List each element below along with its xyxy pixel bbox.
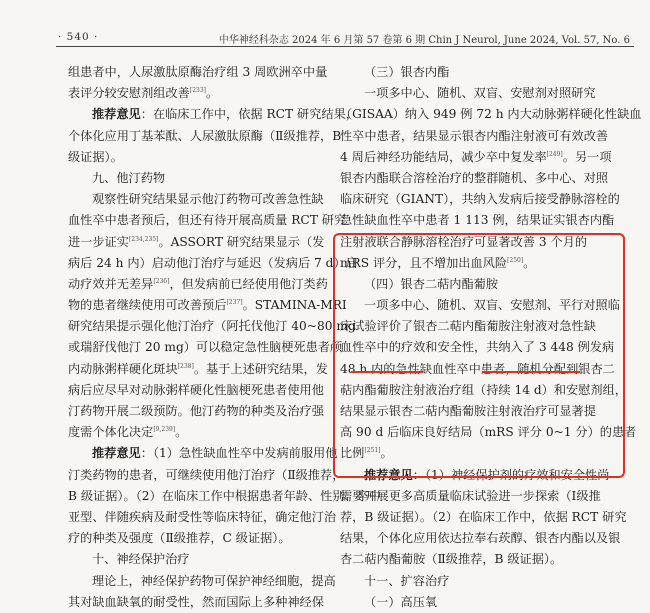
- line-text: 。另一项: [562, 149, 612, 164]
- text-line: [68, 104, 358, 125]
- line-text: 荐，B 级证据）。（2）在临床工作中，依据 RCT 研究: [340, 509, 627, 524]
- line-text: 萜内酯葡胺注射液治疗组（持续 14 d）和安慰剂组，: [340, 382, 627, 397]
- line-text: 汀药物开展二级预防。他汀药物的种类及治疗强: [68, 404, 324, 418]
- text-line: [68, 465, 345, 486]
- line-text: 疗的种类及强度（Ⅱ级推荐，C 级证据）。: [68, 531, 291, 546]
- text-line: [68, 168, 320, 189]
- recommendation-label: 推荐意见: [364, 467, 413, 482]
- text-line: [68, 359, 328, 380]
- text-line: [340, 549, 630, 570]
- line-text: ：（1）急性缺血性卒中发病前服用他: [140, 446, 338, 461]
- line-text: 。: [523, 255, 536, 270]
- text-line: [340, 571, 630, 592]
- red-highlight-box: [333, 233, 625, 478]
- text-line: [68, 592, 324, 613]
- line-text: 亚型、伴随疾病及耐受性等临床特征，确定他汀治: [68, 509, 337, 524]
- text-line: [340, 189, 630, 210]
- line-text: 级证据）。: [68, 149, 123, 164]
- line-text: 观察性研究结果显示他汀药物可改善急性缺: [92, 192, 324, 207]
- line-text: 结果显示银杏二萜内酯葡胺注射液治疗可显著提: [340, 404, 596, 418]
- line-text: 。STAMINA-MRI: [242, 298, 347, 313]
- line-text: 4 周后神经功能结局，减少卒中复发率: [340, 149, 547, 164]
- line-text: 。ASSORT 研究结果显示（发: [158, 234, 325, 249]
- text-line: [68, 337, 343, 358]
- text-line: [340, 528, 630, 549]
- recommendation-label: 推荐意见: [92, 107, 141, 122]
- text-line: [340, 592, 630, 613]
- text-line: [68, 507, 337, 528]
- line-text: 银杏内酯联合溶栓治疗的整群随机、多中心、对照: [340, 170, 609, 185]
- text-line: [68, 422, 320, 443]
- line-text: mRS 评分，且不增加出血风险: [340, 255, 508, 270]
- text-line: [68, 443, 338, 464]
- line-text: 48 h 内的急性缺血性卒中患者，随机分配到银杏二: [340, 361, 615, 376]
- line-text: B 级证据）。（2）在临床工作中根据患者年龄、性别、卒中: [68, 488, 382, 503]
- text-line: [68, 295, 347, 316]
- line-text: 动疗效并无差异: [68, 276, 154, 291]
- journal-citation: 中华神经科杂志 2024 年 6 月第 57 卷第 6 期 Chin J Neurol, June 2024, Vol. 57, No. 6: [218, 35, 630, 46]
- text-line: [68, 549, 320, 570]
- section-heading: （一）高压氧: [364, 594, 438, 609]
- line-text: 一项多中心、随机、双盲、安慰剂、平行对照临: [364, 298, 620, 313]
- text-line: [340, 62, 630, 83]
- page-number: · 540 ·: [58, 31, 99, 43]
- line-text: 汀类药物的患者，可继续使用他汀治疗（Ⅱ级推荐，: [68, 467, 345, 482]
- text-line: [68, 210, 347, 231]
- text-line: [68, 62, 328, 83]
- text-line: [68, 189, 324, 210]
- line-text: 注射液联合静脉溶栓治疗可显著改善 3 个月的: [340, 234, 588, 249]
- recommendation-label: 推荐意见: [92, 446, 141, 461]
- text-line: [68, 316, 356, 337]
- line-text: 病后 24 h 内）启动他汀治疗与延迟（发病后 7 d）启: [68, 255, 358, 270]
- section-heading: 九、他汀药物: [92, 170, 166, 185]
- text-line: [68, 253, 358, 274]
- line-text: 组患者中，人尿激肽原酶治疗组 3 周欧洲卒中量: [68, 65, 328, 79]
- text-line: [68, 274, 328, 295]
- section-heading: （四）银杏二萜内酯葡胺: [364, 276, 499, 291]
- line-text: 个体化应用丁基苯酞、人尿激肽原酶（Ⅱ级推荐，B: [68, 128, 342, 143]
- citation-ref[interactable]: [234,235]: [128, 235, 159, 243]
- text-line: [68, 401, 324, 422]
- line-text: 表评分较安慰剂组改善: [68, 86, 190, 101]
- line-text: 血性卒中的疗效和安全性，共纳入了 3 448 例发病: [340, 340, 615, 355]
- citation-ref[interactable]: [250]: [507, 256, 524, 264]
- line-text: 。: [175, 425, 188, 440]
- text-line: [68, 83, 320, 104]
- line-text: ，但发病前已经使用他汀类药: [169, 276, 328, 291]
- text-line: [340, 147, 630, 168]
- citation-ref[interactable]: [251]: [364, 447, 381, 455]
- section-heading: 十一、扩容治疗: [364, 573, 450, 588]
- text-line: [340, 210, 630, 231]
- red-underline-2: [482, 371, 580, 373]
- line-text: 进一步证实: [68, 234, 129, 249]
- line-text: 物的患者继续使用可改善预后: [68, 298, 227, 313]
- text-line: [340, 507, 630, 528]
- text-line: [68, 147, 320, 168]
- line-text: 。: [380, 446, 393, 461]
- line-text: （GISAA）纳入 949 例 72 h 内大动脉粥样硬化性缺血: [340, 107, 642, 122]
- line-text: 内动脉粥样硬化斑块: [68, 361, 178, 376]
- header-rule: [56, 46, 634, 47]
- citation-ref[interactable]: [237]: [226, 299, 243, 307]
- text-line: [68, 126, 342, 147]
- citation-ref[interactable]: [249]: [546, 150, 563, 158]
- line-text: 比例: [340, 446, 365, 461]
- line-text: 高 90 d 后临床良好结局（mRS 评分 0~1 分）的患者: [340, 425, 637, 440]
- text-line: [68, 380, 324, 401]
- citation-ref[interactable]: [233]: [189, 87, 207, 95]
- citation-ref[interactable]: [238]: [177, 362, 194, 370]
- line-text: 床试验评价了银杏二萜内酯葡胺注射液对急性缺: [340, 319, 596, 334]
- text-line: [68, 528, 320, 549]
- text-line: [340, 168, 630, 189]
- line-text: ：（1）神经保护剂的疗效和安全性尚: [412, 467, 610, 482]
- section-heading: 十、神经保护治疗: [92, 552, 190, 567]
- line-text: 病后应尽早对动脉粥样硬化性脑梗死患者使用他: [68, 382, 324, 397]
- text-line: [340, 104, 642, 125]
- line-text: 血性卒中患者预后，但还有待开展高质量 RCT 研究: [68, 213, 347, 228]
- section-heading: （三）银杏内酯: [364, 65, 450, 79]
- text-line: [68, 571, 336, 592]
- line-text: 急性缺血性卒中患者 1 113 例，结果证实银杏内酯: [340, 213, 615, 228]
- line-text: 结果，个体化应用依达拉奉右莰醇、银杏内酯以及银: [340, 531, 621, 546]
- line-text: 或瑞舒伐他汀 20 mg）可以稳定急性脑梗死患者颅: [68, 340, 343, 355]
- line-text: 杏二萜内酯葡胺（Ⅱ级推荐，B 级证据）。: [340, 552, 563, 567]
- text-line: [340, 126, 630, 147]
- citation-ref[interactable]: [9,239]: [153, 426, 176, 434]
- line-text: 其对缺血缺氧的耐受性，然而国际上多种神经保: [68, 594, 324, 609]
- line-text: 一项多中心、随机、双盲、安慰剂对照研究: [364, 86, 596, 101]
- line-text: 需要开展更多高质量临床试验进一步探索（Ⅰ级推: [340, 488, 601, 503]
- line-text: 。基于上述研究结果，发: [193, 361, 328, 376]
- text-line: [340, 83, 630, 104]
- line-text: 度需个体化决定: [68, 425, 154, 440]
- page-header: [0, 0, 650, 48]
- line-text: 。: [206, 86, 219, 101]
- line-text: 临床研究（GIANT），共纳入发病后接受静脉溶栓的: [340, 192, 620, 207]
- text-line: [340, 486, 630, 507]
- red-underline-1: [351, 371, 423, 373]
- line-text: 理论上，神经保护药物可保护神经细胞，提高: [92, 573, 336, 588]
- text-line: [68, 486, 382, 507]
- line-text: 性卒中患者，结果显示银杏内酯注射液可有效改善: [340, 128, 609, 143]
- line-text: ：在临床工作中，依据 RCT 研究结果，: [140, 107, 358, 122]
- citation-ref[interactable]: [236]: [153, 277, 170, 285]
- line-text: 研究结果提示强化他汀治疗（阿托伐他汀 40~80 mg: [68, 319, 356, 334]
- text-line: [68, 232, 325, 253]
